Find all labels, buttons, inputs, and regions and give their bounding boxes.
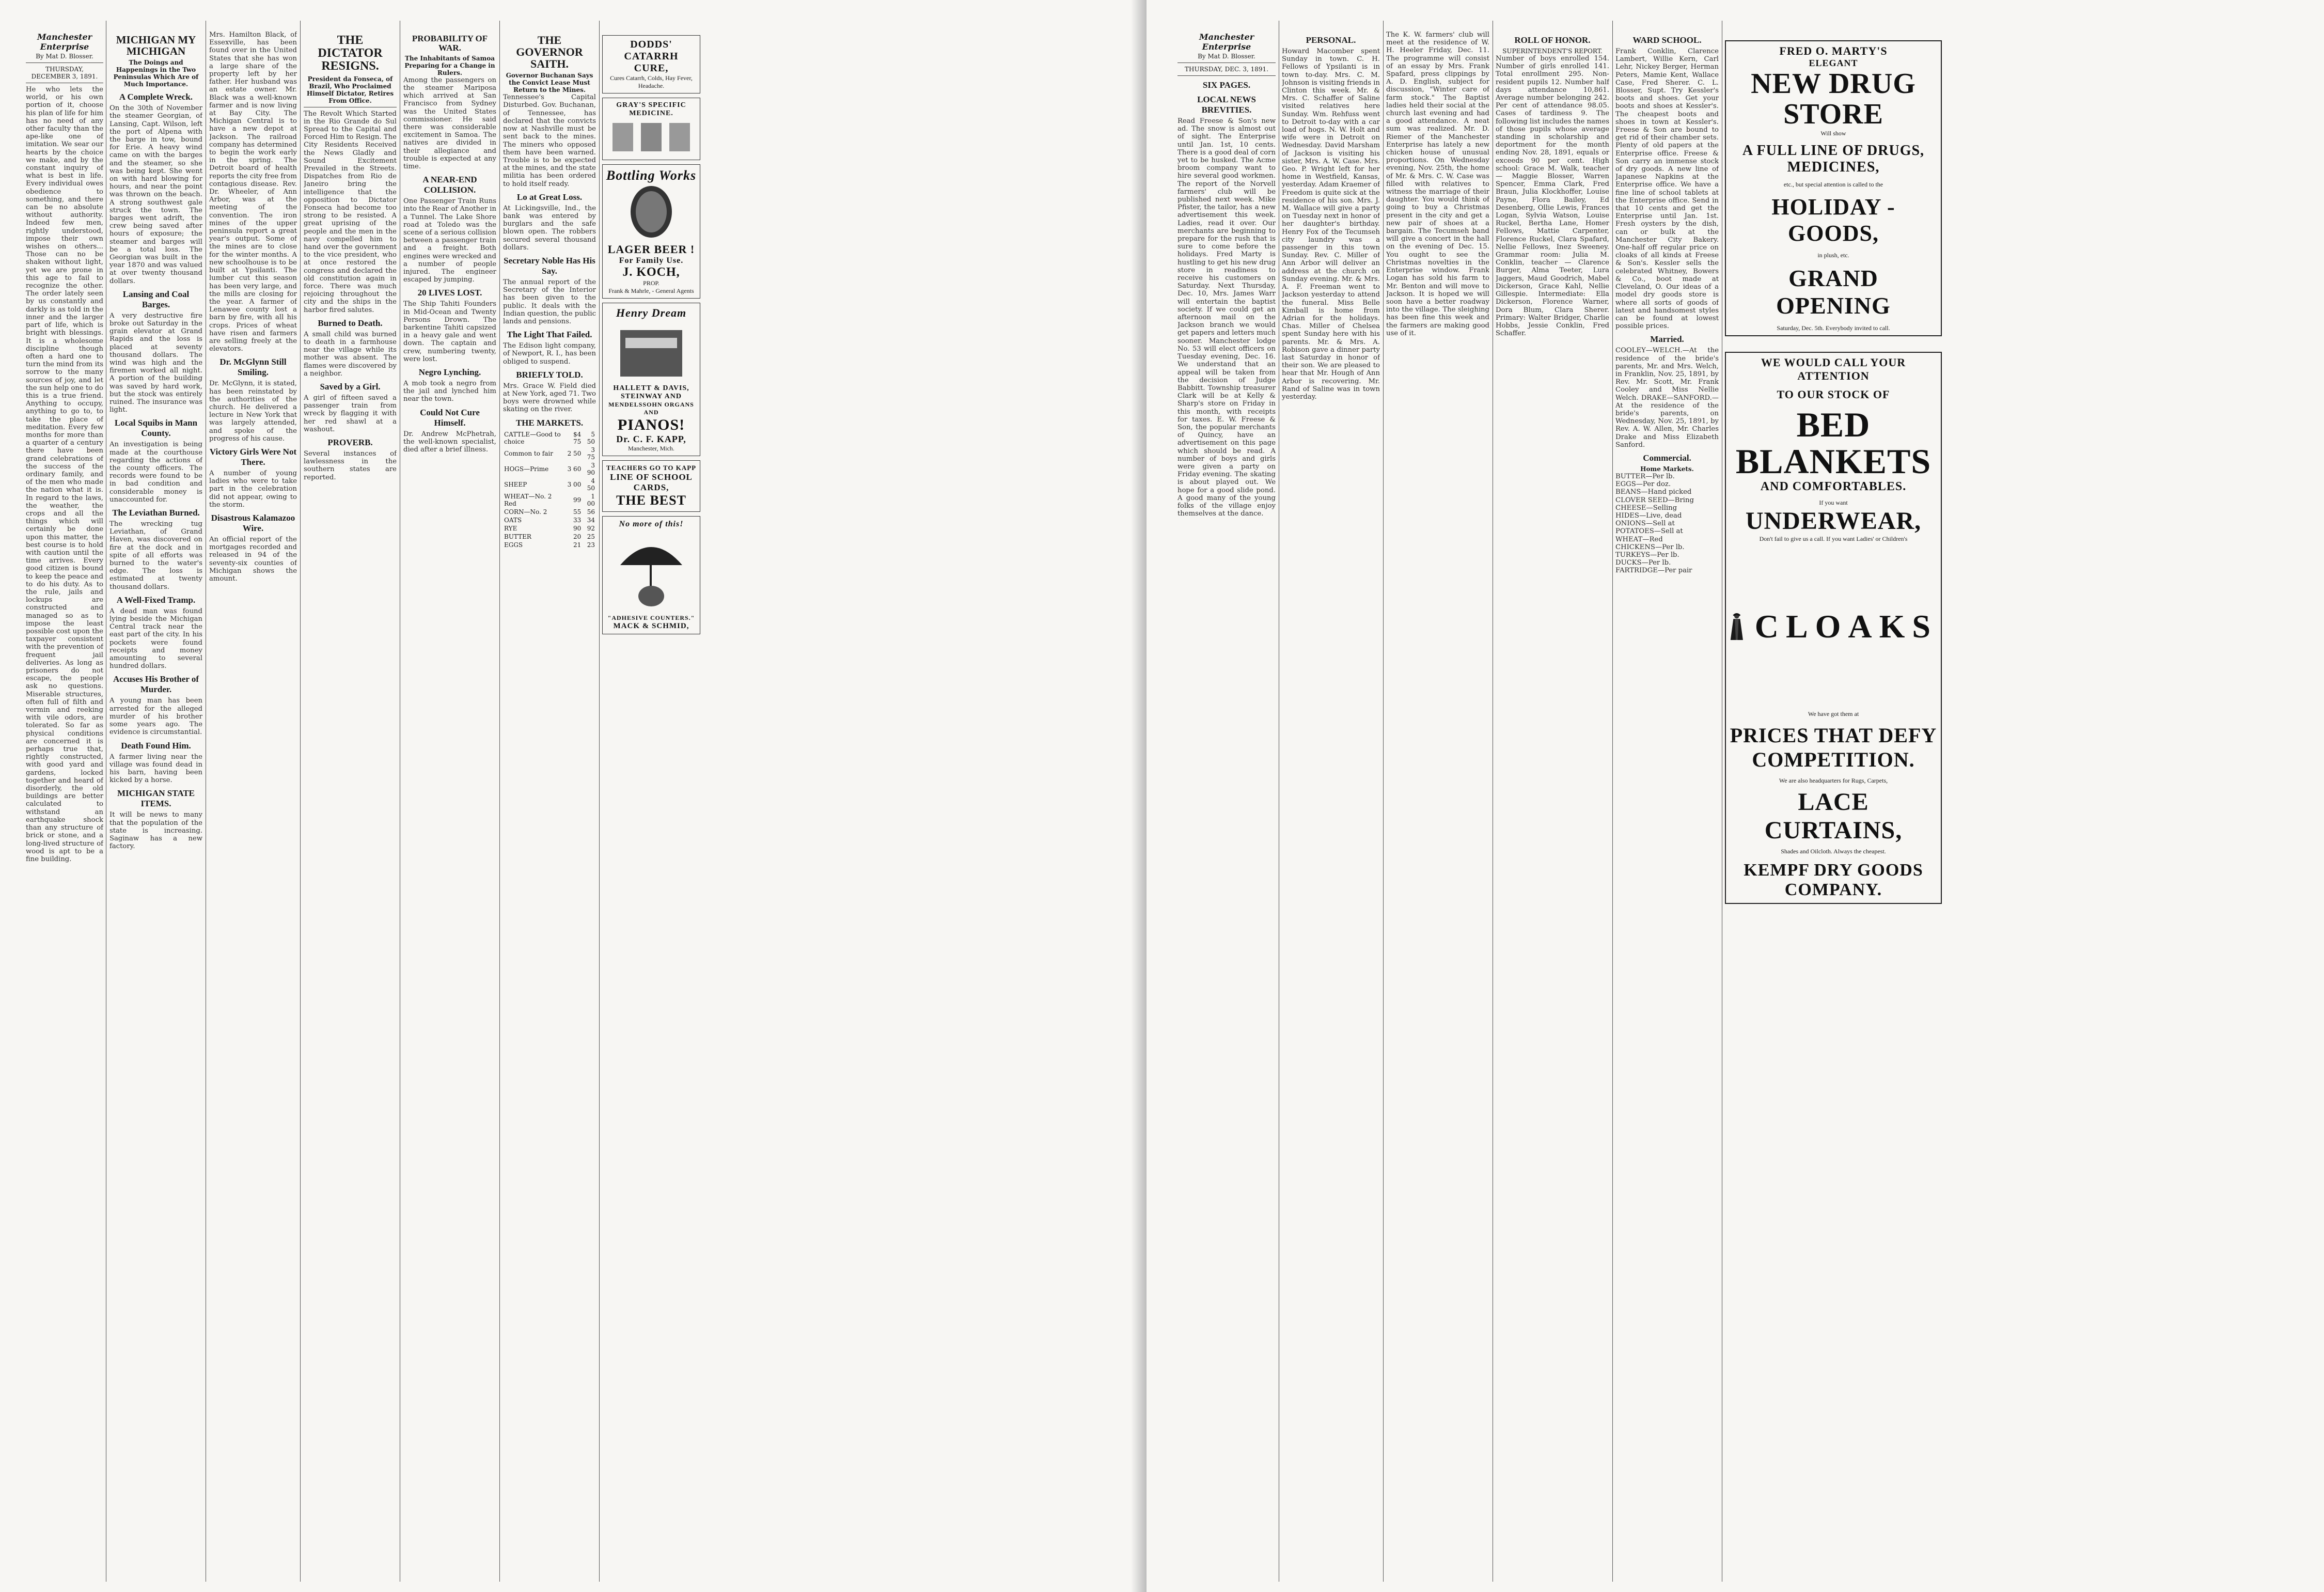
market-cell: CORN—No. 2: [504, 508, 547, 516]
proverb-subhead: PROVERB.: [327, 438, 373, 448]
market-cell: 3 75: [587, 446, 595, 461]
castro-subhead: Could Not Cure Himself.: [420, 407, 480, 428]
editorial-text: He who lets the world, or his own portion of it, choose his plan of life for him has no need of any other faculty than the ape-like one of imitation. We sear our hearts by the choice we make, and by the constant inquiry of what is best in life. Every individual owes obedience to something, and there can be no absolute without authority. Indeed few men, rightly understood, impose their own wishes on others... Those can no be shaken without light, yet we are prone in this age to fail to recognize the other. The order lately seen by us constantly and darkly is as told in the inner and the larger part of life, which is bright with blessings. It is a wholesome discipline though often a hard one to turn the mind from its sorrow to the many sources of joy, and let the sun help one to do this is a true friend. Anything to occupy, anything to go to, to take the place of meditation. Every few months for more than a quarter of a century there have been grand celebrations of the success of the ordinary family, and of the men who made the nation what it is. In regard to the laws, the weather, the crops and all the things which will certainly be done upon this matter, the best course is to hold with caution until the time arrives. Every good citizen is bound to keep the peace and to do his duty. As to the rule, jails and lockups are constructed and managed so as to impose the least possible cost upon the taxpayer consistent with the prevention of frequent jail deliveries. As long as prisoners do not escape, the people ask no questions. Miserable structures, often full of filth and vermin and reeking with vile odors, are tolerated. So far as physical conditions are concerned it is perhaps true that, rightly constructed, with good yard and gardens, locked together and heard of disorderly, the old buildings are better calculated to withstand an earthquake shock than any structure of brick or stone, and a long-lived structure of wood is apt to be a fine building.: [26, 86, 103, 863]
bottling-ad: Bottling Works: [606, 168, 697, 183]
issue-date: THURSDAY, DECEMBER 3, 1891.: [31, 66, 98, 80]
left-col-3: Mrs. Hamilton Black, of Essexville, has been found over in the United States that she has won a large share of the property left by her father. Her husband was an estate owner. Mr. Black was a well-known farmer and is now living at Bay City. The Michigan Central is to have a new depot at Jackson. The railroad company has determined to begin the work early in the spring. The Detroit board of health reports the city free from contagious disease. Rev. Dr. Wheeler, of Ann Arbor, was at the meeting of the convention. The iron mines of the upper peninsula report a great year's output. Some of the mines are to close for the winter months. A new schoolhouse is to be built at Ypsilanti. The lumber cut this season has been very large, and the mills are closing for the year. A farmer of Lenawee county lost a barn by fire, with all his crops. Prices of wheat have risen and farmers are selling freely at the elevators. Dr. McGlynn Still Smiling. Dr. McGlynn, it is stated, has been reinstated by the authorities of the church. He delivered a lecture in New York that was largely attended, and spoke of the progress of his cause. Victory Girls Were Not There. A number of young ladies who were to take part in the celebration did not appear, owing to the storm. Disastrous Kalamazoo Wire. An official report of the mortgages recorded and released in 94 of the seventy-six counties of Michigan shows the amount.: [209, 31, 297, 583]
market-cell: 90: [573, 524, 582, 532]
market-cell: OATS: [504, 516, 522, 524]
market-cell: 5 50: [587, 430, 595, 445]
lace-curtains-ad: LACE CURTAINS,: [1764, 788, 1903, 845]
market-row: [503, 477, 596, 492]
market-item: HIDES—Live, dead: [1615, 511, 1682, 520]
leviathan-subhead: The Leviathan Burned.: [112, 508, 200, 518]
market-cell: 23: [587, 541, 595, 549]
market-item: TURKEYS—Per lb.: [1615, 551, 1679, 559]
right-col-1: Manchester Enterprise By Mat D. Blosser. THURSDAY, DEC. 3, 1891. SIX PAGES. LOCAL NEWS BREVITIES. Read Freese & Son's new ad. The snow is almost out of sight. The Enterprise until Jan. 1st, 10 cents. There is a good deal of corn yet to be husked. The Acme broom company want to hire several good workmen. The report of the Norvell farmers' club will be published next week. Mike Pfister, the tailor, has a new advertisement this week. Ladies, read it over. Our merchants are beginning to prepare for the rush that is sure to come before the holidays. Fred Marty is hustling to get his new drug store in readiness to receive his customers on Saturday. Next Thursday, Dec. 10, Mrs. James Warr will entertain the baptist society. If we could get an afternoon mail on the Jackson branch we would get papers and letters much sooner. Manchester lodge No. 53 will elect officers on Tuesday evening, Dec. 16. We understand that an appeal will be taken from the decision of Judge Babbitt. Township treasurer Clark will be at Kelly & Sharp's store on Friday in this month, with receipts for taxes. E. W. Freese & Son, the popular merchants of Quincy, have an advertisement on this page which should be read. A number of boys and girls were given a party on Friday evening. The skating is about played out. We hope for a good slide pond. A good many of the young folks of the village enjoy themselves at the dance.: [1177, 32, 1276, 518]
burned-subhead: Burned to Death.: [318, 318, 383, 328]
local-news-headline: LOCAL NEWS BREVITIES.: [1197, 95, 1256, 115]
market-cell: 2 50: [567, 449, 582, 457]
market-cell: EGGS: [504, 541, 523, 549]
victory-subhead: Victory Girls Were Not There.: [209, 446, 297, 467]
masthead: Manchester Enterprise: [37, 32, 92, 52]
ward-school-headline: WARD SCHOOL.: [1632, 35, 1702, 45]
market-cell: RYE: [504, 524, 517, 532]
market-cell: 4 50: [587, 477, 595, 492]
accuses-subhead: Accuses His Brother of Murder.: [113, 674, 199, 695]
market-row: [503, 430, 596, 446]
market-item: CHICKENS—Per lb.: [1615, 543, 1685, 551]
war-headline: PROBABILITY OF WAR.: [412, 34, 488, 53]
market-item: BUTTER—Per lb.: [1615, 472, 1675, 480]
market-cell: 3 00: [567, 480, 582, 488]
lives-lost-headline: 20 LIVES LOST.: [417, 288, 482, 298]
marty-ad-name: FRED O. MARTY'S: [1779, 44, 1888, 57]
right-col-5: WARD SCHOOL. Frank Conklin, Clarence Lambert, Willie Kern, Carl Lehr, Nickey Berger, Herman Peters, Mamie Kent, Wallace Case, Fred Sherer. C. L. Blosser, Supt. Try Kessler's boots and shoes. Get your boots and shoes at Kessler's. The cheapest boots and shoes in town at Kessler's. Freese & Son are bound to get rid of their chamber sets. Plenty of old papers at the Enterprise office. Freese & Son carry an immense stock of dry goods. A new line of Japanese Napkins at the Enterprise office. We have a fine line of school tablets at the Enterprise office. Send in that 10 cents and get the Enterprise until Jan. 1st. Fresh oysters by the dish, can or bulk at the Manchester City Bakery. One-half off regular price on cloaks of all kinds at Freese & Son's. Kessler sells the celebrated Whitney, Bowers & Co., boot made at Cleveland, O. Our ideas of a model dry goods store is where all sorts of goods of latest and handsomest styles can be found at lowest possible prices. Married. COOLEY—WELCH.—At the residence of the bride's parents, Mr. and Mrs. Welch, in Franklin, Nov. 25, 1891, by Rev. Mr. Scott, Mr. Frank Cooley and Miss Nellie Welch. DRAKE—SANFORD.—At the residence of the bride's parents, on Wednesday, Nov. 25, 1891, by Rev. A. W. Allen, Mr. Charles Drake and Miss Elizabeth Sanford. Commercial. Home Markets. BUTTER—Per lb. EGGS—Per doz. BEANS—Hand picked CLOVER SEED—Bring CHEESE—Selling HIDES—Live, dead ONIONS—Sell at POTATOES—Sell at WHEAT—Red CHICKENS—Per lb. TURKEYS—Per lb. DUCKS—Per lb. FARTRIDGE—Per pair: [1615, 35, 1719, 575]
organ-ad: Henry Dream: [616, 306, 687, 319]
dodds-ad: DODDS' CATARRH CURE,: [624, 39, 679, 74]
market-row: [503, 541, 596, 549]
market-cell: 25: [587, 533, 595, 540]
market-row: [503, 492, 596, 508]
market-row: [503, 516, 596, 524]
prices-ad: PRICES THAT DEFY COMPETITION.: [1730, 724, 1937, 772]
market-cell: 99: [573, 496, 582, 504]
left-col-4: THE DICTATOR RESIGNS. President da Fonseca, of Brazil, Who Proclaimed Himself Dictator, Retires From Office. The Revolt Which Started in the Rio Grande do Sul Spread to the Capital and Forced Him to Resign. The City Residents Received the News Gladly and Sound Excitement Prevailed in the Streets. Dispatches from Rio de Janeiro bring the intelligence that the opposition to Dictator Fonseca had become too strong to be resisted. A great uprising of the people and the men in the navy compelled him to hand over the government to the vice president, who at once restored the congress and declared the old constitution again in force. There was much rejoicing throughout the city and the ships in the harbor fired salutes. Burned to Death. A small child was burned to death in a farmhouse near the village while its mother was absent. The flames were discovered by a neighbor. Saved by a Girl. A girl of fifteen saved a passenger train from wreck by flagging it with her red shawl at a washout. PROVERB. Several instances of lawlessness in the southern states are reported.: [304, 34, 397, 481]
market-cell: Common to fair: [504, 449, 553, 457]
governor-headline: THE GOVERNOR SAITH.: [516, 34, 583, 71]
market-row: [503, 524, 596, 533]
market-cell: SHEEP: [504, 480, 527, 488]
market-cell: WHEAT—No. 2 Red: [504, 492, 552, 507]
market-row: [503, 446, 596, 461]
married-headline: Married.: [1650, 334, 1684, 345]
right-col-4: ROLL OF HONOR. SUPERINTENDENT'S REPORT. Number of boys enrolled 154. Number of girls enrolled 141. Total enrollment 295. Non-resident pupils 12. Number half days attendance 10,861. Average number belonging 242. Per cent of attendance 98.05. Cases of tardiness 9. The following list includes the names of those pupils whose average standing in scholarship and deportment for the month ending Nov. 28, 1891, equals or exceeds 90 per cent. High school: Grace M. Walk, teacher — Maggie Blosser, Warren Spencer, Emma Clark, Fred Braun, Julia Klockhoffer, Louise Payne, Flora Bailey, Ed Desenberg, Ollie Lewis, Frances Logan, Sylvia Watson, Louise Ruckel, Bertha Lane, Homer Fellows, Mattie Carpenter, Florence Ruckel, Clara Spafard, Nellie Fellows, Inez Sweeney. Grammar room: Julia M. Conklin, teacher — Clarence Burger, Alma Teeter, Lura Jaggers, Maud Goodrich, Mabel Dickerson, Grace Kahl, Nellie Gillespie. Intermediate: Ella Dickerson, Florence Warner, Dora Blum, Clara Sherer. Primary: Walter Bridger, Charlie Hobbs, Jessie Conklin, Fred Schaffer.: [1496, 35, 1609, 338]
market-item: WHEAT—Red: [1615, 535, 1663, 543]
left-page: [0, 0, 1147, 1592]
complete-wreck-subhead: A Complete Wreck.: [119, 92, 193, 102]
market-item: ONIONS—Sell at: [1615, 520, 1675, 528]
right-col-2: PERSONAL. Howard Macomber spent Sunday in town. C. H. Fellows of Ypsilanti is in town to-day. Mrs. C. M. Johnson is visiting friends in Clinton this week. Mr. & Mrs. C. Schaffer of Saline visited relatives here Sunday. Wm. Rehfuss went to Detroit to-day with a car load of hogs. N. W. Holt and wife were in Detroit on Wednesday. David Marsham of Jackson is visiting his sister, Mrs. A. W. Case. Mrs. Geo. P. Wright left for her home in Westfield, Kansas, yesterday. Adam Kraemer of Freedom is quite sick at the residence of his son. Mrs. J. M. Wallace will give a party on Tuesday next in honor of her daughter's birthday. Henry Fox of the Tecumseh city laundry was a passenger in this town Sunday. Rev. C. Miller of Ann Arbor will deliver an address at the church on Sunday evening. Mr. & Mrs. A. F. Freeman went to Jackson yesterday to attend the funeral. Miss Belle Kimball is home from Adrian for the holidays. Chas. Miller of Chelsea spent Sunday here with his parents. Mr. & Mrs. A. Robison gave a dinner party last Saturday in honor of their son. We are pleased to hear that Mr. Hough of Ann Arbor is recovering. Mr. Rand of Saline was in town yesterday.: [1282, 35, 1380, 401]
left-col-5: PROBABILITY OF WAR. The Inhabitants of Samoa Preparing for a Change in Rulers. Among the passengers on the steamer Mariposa which arrived at San Francisco from Sydney was the United States commissioner. He said there was considerable excitement in Samoa. The natives are divided in their allegiance and trouble is expected at any time. A NEAR-END COLLISION. One Passenger Train Runs into the Rear of Another in a Tunnel. The Lake Shore road at Toledo was the scene of a serious collision between a passenger train and a freight. Both engines were wrecked and a number of people injured. The engineer escaped by jumping. 20 LIVES LOST. The Ship Tahiti Founders in Mid-Ocean and Twenty Persons Drown. The barkentine Tahiti capsized in a heavy gale and went down. The captain and crew, numbering twenty, were lost. Negro Lynching. A mob took a negro from the jail and lynched him near the town. Could Not Cure Himself. Dr. Andrew McPhetrah, the well-known specialist, died after a brief illness.: [403, 34, 496, 454]
market-cell: HOGS—Prime: [504, 465, 549, 473]
right-page: [1147, 0, 2324, 1592]
right-ads-column: FRED O. MARTY'S ELEGANT NEW DRUG STORE Will show A FULL LINE OF DRUGS, MEDICINES, etc., but special attention is called to the HOLIDAY - GOODS, in plush, etc. GRAND OPENING Saturday, Dec. 5th. Everybody invited to call. WE WOULD CALL YOUR ATTENTION TO OUR STOCK OF BED BLANKETS AND COMFORTABLES. If you want UNDERWEAR, Don't fail to give us a call. If you want Ladies' or Children's CLOAKS We have got them at PRICES THAT DEFY COMPETITION. We are also headquarters for Rugs, Carpets, LACE CURTAINS, Shades and Oilcloth. Always the cheapest. KEMPF DRY GOODS COMPANY.: [1725, 36, 1942, 1582]
lager-ad: LAGER BEER !: [607, 243, 695, 256]
personal-headline: PERSONAL.: [1306, 35, 1356, 45]
saved-subhead: Saved by a Girl.: [320, 382, 381, 392]
market-row: [503, 461, 596, 477]
market-cell: CATTLE—Good to choice: [504, 430, 561, 445]
home-markets-list: [1615, 473, 1719, 575]
well-fixed-subhead: A Well-Fixed Tramp.: [116, 595, 196, 605]
market-cell: 1 00: [587, 492, 595, 507]
holiday-goods-ad: HOLIDAY - GOODS,: [1771, 194, 1895, 246]
grays-ad: GRAY'S SPECIFIC MEDICINE.: [616, 101, 686, 117]
barrel-icon: [620, 183, 682, 240]
market-cell: 55: [573, 508, 582, 516]
underwear-ad: UNDERWEAR,: [1745, 507, 1922, 535]
market-item: CHEESE—Selling: [1615, 504, 1677, 512]
lapeer-subhead: Local Squibs in Mann County.: [114, 418, 198, 439]
left-col-6: THE GOVERNOR SAITH. Governor Buchanan Says the Convict Lease Must Return to the Mines. Tennessee's Capital Disturbed. Gov. Buchanan, of Tennessee, has declared that the convicts now at Nashville must be sent back to the mines. The miners who opposed them have been warned. Trouble is to be expected at the mines, and the state militia has been ordered to hold itself ready. Lo at Great Loss. At Lickingsville, Ind., the bank was entered by burglars and the safe blown open. The robbers secured several thousand dollars. Secretary Noble Has His Say. The annual report of the Secretary of the Interior has been given to the public. It deals with the Indian question, the public lands and pensions. The Light That Failed. The Edison light company, of Newport, R. I., has been obliged to suspend. BRIEFLY TOLD. Mrs. Grace W. Field died at New York, aged 71. Two boys were drowned while skating on the river. THE MARKETS. CATTLE—Good to choice $4 75 5 50 Common to fair 2 50 3 75 HOGS—Prime 3 60 3 90 SHEEP 3 00 4 50 WHEAT—No. 2 Red 99 1 00 CORN—No. 2 55 56 OATS 33 34 RYE 90 92 BUTTER 20 25 EGGS 21 23: [503, 34, 596, 549]
market-row: [503, 533, 596, 541]
six-pages: SIX PAGES.: [1202, 80, 1251, 90]
mcglynn-subhead: Dr. McGlynn Still Smiling.: [219, 357, 287, 378]
right-col-3: The K. W. farmers' club will meet at the residence of W. H. Heeler Friday, Dec. 11. The programme will consist of an essay by Mrs. Frank Spafard, press clippings by A. D. English, subject for discussion, "Winter care of farm stock." The Baptist ladies held their social at the church last evening and had a good attendance. A neat sum was realized. Mr. D. Riemer of the Manchester Enterprise has lately a new chicken house of unusual proportions. On Wednesday evening, Nov. 25th, the home of Mr. & Mrs. C. W. Case was filled with relatives to witness the marriage of their daughter. You would think of going to buy a Christmas present in the city and get a new pair of shoes at a bargain. The Tecumseh band will give a concert in the hall on the evening of Dec. 15. You ought to see the Christmas novelties in the Enterprise window. Frank Logan has sold his farm to Mr. Benton and will move to Jackson. It is hoped we will soon have a better roadway into the village. The sleighing has been fine this week and the farmers are making good use of it.: [1386, 31, 1489, 337]
michigan-headline: MICHIGAN MY MICHIGAN: [116, 34, 196, 58]
state-items-subhead: MICHIGAN STATE ITEMS.: [117, 788, 195, 809]
grand-opening-ad: GRAND OPENING: [1776, 264, 1891, 319]
roll-of-honor-headline: ROLL OF HONOR.: [1514, 35, 1591, 45]
kempf-ad: KEMPF DRY GOODS COMPANY.: [1744, 861, 1923, 900]
market-cell: 92: [587, 524, 595, 532]
market-item: CLOVER SEED—Bring: [1615, 496, 1694, 504]
market-cell: $4 75: [573, 430, 582, 445]
market-item: DUCKS—Per lb.: [1615, 559, 1671, 567]
market-item: BEANS—Hand picked: [1615, 488, 1692, 496]
market-item: FARTRIDGE—Per pair: [1615, 567, 1692, 575]
lansing-subhead: Lansing and Coal Barges.: [122, 289, 190, 309]
market-cell: 21: [573, 541, 582, 549]
left-col-7-ads: DODDS' CATARRH CURE, Cures Catarrh, Colds, Hay Fever, Headache. GRAY'S SPECIFIC MEDICINE. Bottling Works LAGER BEER ! For Family Use. J. KOCH, PROP. Frank & Mahrle, - General Agents Henry Dream HALLETT & DAVIS, STEINWAY AND MENDELSSOHN ORGANS AND PIANOS! Dr. C. F. KAPP, Manchester, Mich. TEACHERS GO TO KAPP LINE OF SCHOOL CARDS, THE BEST No more of this! "ADHESIVE COUNTERS." MACK & SCHMID,: [602, 31, 700, 1582]
market-cell: 34: [587, 516, 595, 524]
pianos-ad: PIANOS!: [617, 416, 685, 433]
markets-headline: THE MARKETS.: [515, 417, 584, 428]
new-drug-store-ad: NEW DRUG STORE: [1751, 68, 1916, 130]
market-cell: 33: [573, 516, 582, 524]
byline: By Mat D. Blosser.: [36, 53, 93, 60]
dictator-headline: THE DICTATOR RESIGNS.: [318, 34, 383, 73]
commercial-headline: Commercial.: [1643, 452, 1691, 463]
people-illustration: [607, 118, 695, 154]
umbrella-illustration: [613, 529, 690, 612]
markets-table: [503, 430, 596, 549]
market-cell: 3 90: [587, 461, 595, 476]
organ-icon: [613, 320, 690, 382]
near-end-headline: A NEAR-END COLLISION.: [422, 175, 477, 195]
disastrous-subhead: Disastrous Kalamazoo Wire.: [211, 512, 295, 533]
market-cell: 20: [573, 533, 582, 540]
lady-cloak-illustration: [1729, 549, 1745, 704]
left-col-1: [26, 31, 103, 1582]
left-col-2: MICHIGAN MY MICHIGAN The Doings and Happenings in the Two Peninsulas Which Are of Much Importance. A Complete Wreck. On the 30th of November the steamer Georgian, of Lansing, Capt. Wilson, left the port of Alpena with the barge in tow, bound for Erie. A heavy wind came on with the barges and the steamer, so she was being kept. She went on with hard blowing for hours, and near the point was thrown on the beach. A strong southwest gale struck the town. The barges went adrift, the crew being saved after hours of exposure; the steamer and barges will be a total loss. The Georgian was built in the year 1870 and was valued at over twenty thousand dollars. Lansing and Coal Barges. A very destructive fire broke out Saturday in the grain elevator at Grand Rapids and the loss is placed at seventy thousand dollars. The wind was high and the firemen worked all night. A portion of the building was saved by hard work, but the stock was entirely ruined. The insurance was light. Local Squibs in Mann County. An investigation is being made at the courthouse regarding the actions of the county officers. The records were found to be in bad condition and considerable money is unaccounted for. The Leviathan Burned. The wrecking tug Leviathan, of Grand Haven, was discovered on fire at the dock and in spite of all efforts was burned to the water's edge. The loss is estimated at twenty thousand dollars. A Well-Fixed Tramp. A dead man was found lying beside the Michigan Central track near the east part of the city. In his pockets were found receipts and money amounting to several hundred dollars. Accuses His Brother of Murder. A young man has been arrested for the alleged murder of his brother some years ago. The evidence is circumstantial. Death Found Him. A farmer living near the village was found dead in his barn, having been kicked by a horse. MICHIGAN STATE ITEMS. It will be news to many that the population of the state is increasing. Saginaw has a new factory.: [109, 34, 202, 851]
market-item: POTATOES—Sell at: [1615, 527, 1683, 536]
bed-blankets-ad: BED BLANKETS: [1735, 404, 1932, 481]
market-row: [503, 508, 596, 516]
market-item: EGGS—Per doz.: [1615, 480, 1671, 489]
market-cell: 3 60: [567, 465, 582, 473]
market-cell: 56: [587, 508, 595, 516]
market-cell: BUTTER: [504, 533, 531, 540]
death-subhead: Death Found Him.: [121, 740, 191, 751]
negro-subhead: Negro Lynching.: [418, 367, 481, 377]
cloaks-ad: CLOAKS: [1754, 608, 1938, 645]
briefly-headline: BRIEFLY TOLD.: [516, 369, 583, 380]
